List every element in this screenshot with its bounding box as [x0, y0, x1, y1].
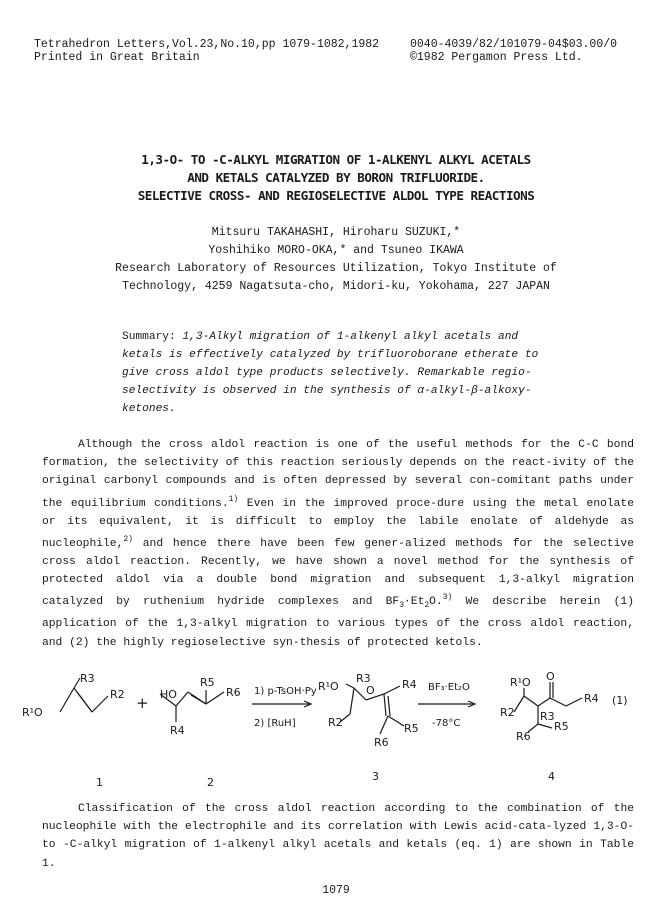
- condition-ruh: 2) [RuH]: [254, 718, 296, 729]
- summary-text: 1,3-Alkyl migration of 1-alkenyl alkyl acetals and ketals is effectively catalyzed by trifluoroborane etherate to give cross aldol type products selectively. Remarkable regio-selectivity is observed in the synthesis of α-alkyl-β-alkoxy-ketones.: [122, 331, 539, 415]
- label-r1o-3: R¹O: [318, 680, 339, 693]
- title-line-2: AND KETALS CATALYZED BY BORON TRIFLUORIDE.: [187, 170, 485, 185]
- printed-in: Printed in Great Britain: [34, 51, 200, 64]
- label-r5-4: R5: [554, 720, 569, 733]
- label-r4-4: R4: [584, 692, 599, 705]
- label-r3-4: R3: [540, 710, 555, 723]
- label-r2-4: R2: [500, 706, 515, 719]
- ref-1: 1): [228, 494, 239, 504]
- page-number: 1079: [322, 884, 350, 897]
- reaction-scheme: [0, 670, 672, 800]
- condition-bf3: BF₃·Et₂O: [428, 682, 470, 693]
- label-r5-3: R5: [404, 722, 419, 735]
- label-r3-1: R3: [80, 672, 95, 685]
- ref-3: 3): [442, 593, 453, 603]
- condition-tsoh: 1) p-TsOH·Py: [254, 686, 317, 697]
- compound-number-2: 2: [207, 776, 214, 789]
- label-r2-1: R2: [110, 688, 125, 701]
- affiliation-line-2: Technology, 4259 Nagatsuta-cho, Midori-ku, Yokohama, 227 JAPAN: [122, 280, 550, 293]
- issn-code: 0040-4039/82/101079-04$03.00/0: [410, 38, 618, 51]
- label-r6-3: R6: [374, 736, 389, 749]
- compound-number-1: 1: [96, 776, 103, 789]
- summary: [122, 328, 562, 418]
- body-paragraph-1: Although the cross aldol reaction is one of the useful methods for the C-C bond formation, the selectivity of this reaction seriously depends on the react-ivity of the original carbonyl compounds and is often depressed by several con-comitant paths under the equilibrium conditions.$^{1)}$ Even in the improved proce-dure using the metal enolate or its equivalent, it is difficult to employ the labile enolate of aldehyde as nucleophile,$^{2)}$ and hence there have been few gener-alized methods for the selective cross aldol reaction. Recently, we have shown a novel method for the synthesis of protected aldol via a double bond migration and subsequent 1,3-alkyl migration catalyzed by ruthenium hydride complexes and $BF_3\cdot Et_2O.^{3)}$ We describe herein (1) application of the 1,3-alkyl migration to various types of the cross aldol reaction, and (2) the highly regioselective syn-thesis of protected ketols.: [42, 439, 634, 649]
- label-r4-2: R4: [170, 724, 185, 737]
- label-r6-4: R6: [516, 730, 531, 743]
- journal-citation: Tetrahedron Letters,Vol.23,No.10,pp 1079-1082,1982: [34, 38, 380, 51]
- label-r3-3: R3: [356, 672, 371, 685]
- label-o-4: O: [546, 670, 555, 683]
- title-line-3: SELECTIVE CROSS- AND REGIOSELECTIVE ALDOL TYPE REACTIONS: [137, 188, 535, 203]
- label-r1o-1: R¹O: [22, 706, 43, 719]
- label-r4-3: R4: [402, 678, 417, 691]
- summary-label: Summary:: [122, 331, 176, 343]
- label-ho-2: HO: [160, 688, 177, 701]
- label-r6-2: R6: [226, 686, 241, 699]
- ref-2: 2): [123, 534, 133, 544]
- plus-sign: +: [136, 694, 149, 712]
- label-r1o-4: R¹O: [510, 676, 531, 689]
- authors-line-2: Yoshihiko MORO-OKA,* and Tsuneo IKAWA: [208, 244, 464, 257]
- affiliation-line-1: Research Laboratory of Resources Utilization, Tokyo Institute of: [115, 262, 557, 275]
- label-r2-3: R2: [328, 716, 343, 729]
- body-paragraph-2: Classification of the cross aldol reaction according to the combination of the nucleophile with the electrophile and its correlation with Lewis acid-cata-lyzed 1,3-O- to -C-alkyl migration of 1-alkenyl alkyl acetals and ketals (eq. 1) are shown in Table 1.: [42, 803, 634, 870]
- authors-line-1: Mitsuru TAKAHASHI, Hiroharu SUZUKI,*: [211, 226, 461, 239]
- condition-temp: -78°C: [432, 718, 461, 729]
- copyright: ©1982 Pergamon Press Ltd.: [410, 51, 583, 64]
- compound-number-4: 4: [548, 770, 555, 783]
- compound-number-3: 3: [372, 770, 379, 783]
- equation-number: (1): [612, 694, 628, 707]
- label-r5-2: R5: [200, 676, 215, 689]
- label-o-3: O: [366, 684, 375, 697]
- title-line-1: 1,3-O- TO -C-ALKYL MIGRATION OF 1-ALKENYL ALKYL ACETALS: [141, 152, 531, 167]
